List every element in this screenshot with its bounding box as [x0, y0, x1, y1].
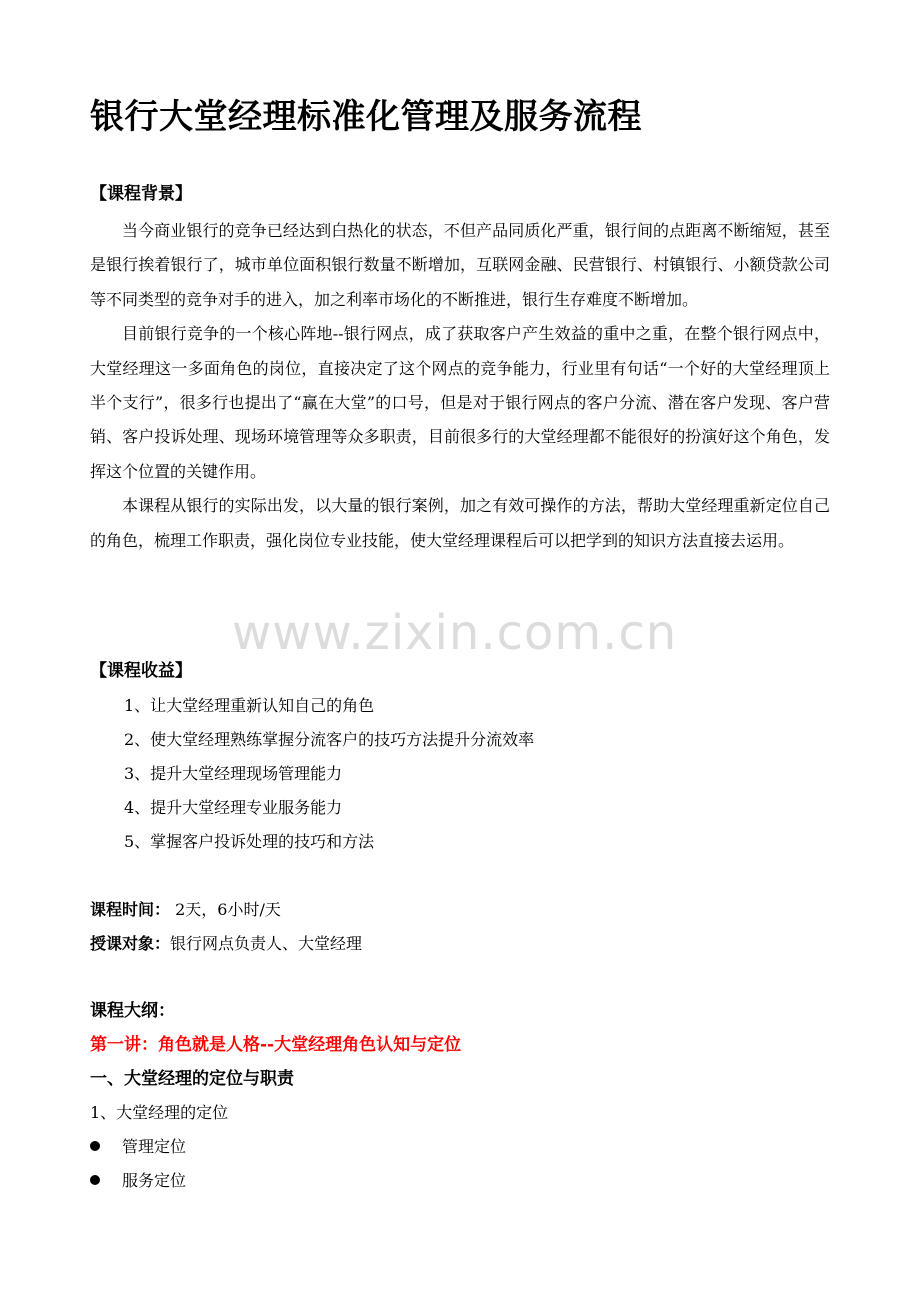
- benefit-item: 5、掌握客户投诉处理的技巧和方法: [124, 832, 375, 851]
- background-paragraph: 目前银行竞争的一个核心阵地--银行网点，成了获取客户产生效益的重中之重，在整个银行网点中，大堂经理这一多面角色的岗位，直接决定了这个网点的竞争能力，行业里有句话“一个好的大堂经理顶上半个支行”，很多行也提出了“赢在大堂”的口号，但是对于银行网点的客户分流、潜在客户发现、客户营销、客户投诉处理、现场环境管理等众多职责，目前很多行的大堂经理都不能很好的扮演好这个角色，发挥这个位置的关键作用。: [90, 324, 830, 481]
- benefits-heading: 【课程收益】: [90, 661, 192, 681]
- bullet-icon: [90, 1141, 100, 1151]
- benefit-item: 2、使大堂经理熟练掌握分流客户的技巧方法提升分流效率: [124, 730, 535, 749]
- background-section: [90, 214, 830, 558]
- benefit-item: 3、提升大堂经理现场管理能力: [124, 764, 343, 783]
- audience-label: 授课对象：: [90, 934, 171, 953]
- benefit-item: 1、让大堂经理重新认知自己的角色: [124, 696, 375, 715]
- bullet-item: [90, 1135, 186, 1159]
- audience-line: [90, 932, 362, 956]
- course-time-line: [90, 898, 281, 922]
- benefit-item: 4、提升大堂经理专业服务能力: [124, 798, 343, 817]
- watermark-text: www.zixin.com.cn: [232, 605, 678, 661]
- bullet-icon: [90, 1175, 100, 1185]
- section-heading: 一、大堂经理的定位与职责: [90, 1069, 294, 1089]
- background-paragraph: 当今商业银行的竞争已经达到白热化的状态，不但产品同质化严重，银行间的点距离不断缩短，甚至是银行挨着银行了，城市单位面积银行数量不断增加，互联网金融、民营银行、村镇银行、小额贷款公司等不同类型的竞争对手的进入，加之利率市场化的不断推进，银行生存难度不断增加。: [90, 221, 830, 309]
- subsection-heading: 1、大堂经理的定位: [90, 1103, 229, 1122]
- outline-heading: 课程大纲：: [90, 1001, 175, 1021]
- course-time-value: 2天，6小时/天: [170, 900, 281, 919]
- bullet-text: 管理定位: [122, 1137, 187, 1156]
- background-paragraph: 本课程从银行的实际出发，以大量的银行案例，加之有效可操作的方法，帮助大堂经理重新定位自己的角色，梳理工作职责，强化岗位专业技能，使大堂经理课程后可以把学到的知识方法直接去运用。: [90, 496, 830, 550]
- lecture-heading: 第一讲：角色就是人格--大堂经理角色认知与定位: [90, 1035, 462, 1055]
- document-title: 银行大堂经理标准化管理及服务流程: [90, 97, 642, 137]
- bullet-item: [90, 1169, 186, 1193]
- audience-value: 银行网点负责人、大堂经理: [170, 934, 363, 953]
- course-time-label: 课程时间：: [90, 900, 171, 919]
- background-heading: 【课程背景】: [90, 184, 192, 204]
- benefits-list: [124, 689, 534, 859]
- bullet-text: 服务定位: [122, 1171, 187, 1190]
